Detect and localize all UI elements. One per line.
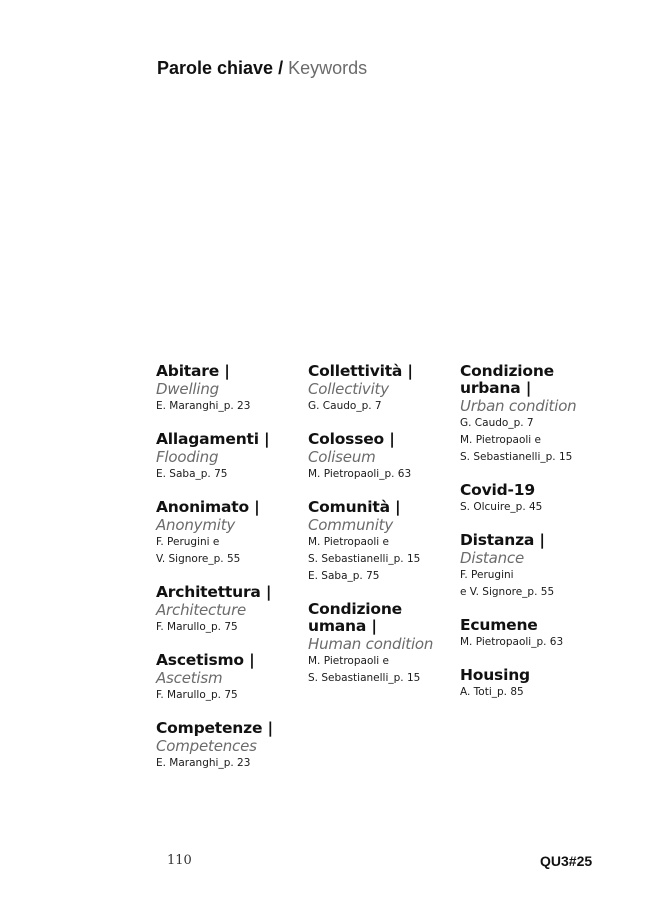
keyword-entry [460, 482, 608, 516]
keyword-entry [460, 667, 608, 701]
keyword-reference: S. Sebastianelli_p. 15 [460, 451, 573, 463]
keyword-reference: V. Signore_p. 55 [156, 553, 241, 565]
keyword-reference: S. Sebastianelli_p. 15 [308, 553, 421, 565]
keyword-reference: E. Saba_p. 75 [156, 468, 228, 480]
keyword-translation: Competences [156, 737, 257, 755]
keyword-reference: M. Pietropaoli e [308, 536, 389, 548]
keyword-reference: M. Pietropaoli_p. 63 [460, 636, 564, 648]
keyword-term: umana | [308, 617, 377, 635]
keyword-reference: F. Perugini e [156, 536, 220, 548]
keyword-reference: E. Maranghi_p. 23 [156, 400, 251, 412]
keyword-entry [156, 720, 304, 772]
keyword-term: Condizione [308, 600, 402, 618]
keyword-entry [460, 532, 608, 601]
page-number: 110 [167, 853, 192, 868]
keyword-entry [460, 363, 608, 466]
page-title [157, 57, 367, 79]
keyword-entry [308, 431, 456, 483]
keyword-entry [156, 584, 304, 636]
keyword-entry [156, 363, 304, 415]
keyword-term: Comunità | [308, 498, 401, 516]
keyword-reference: S. Sebastianelli_p. 15 [308, 672, 421, 684]
keyword-column-3 [460, 363, 608, 717]
keyword-reference: M. Pietropaoli e [308, 655, 389, 667]
keyword-term: Distanza | [460, 531, 545, 549]
keyword-entry [308, 363, 456, 415]
keyword-translation: Human condition [308, 635, 434, 653]
keyword-entry [156, 431, 304, 483]
keyword-entry [156, 652, 304, 704]
keyword-reference: F. Marullo_p. 75 [156, 621, 238, 633]
keyword-entry [460, 617, 608, 651]
keyword-translation: Ascetism [156, 669, 223, 687]
keyword-reference: F. Perugini [460, 569, 514, 581]
keyword-entry [308, 601, 456, 687]
keyword-reference: M. Pietropaoli e [460, 434, 541, 446]
keyword-term: Colosseo | [308, 430, 395, 448]
title-italian: Parole chiave [157, 58, 274, 78]
keyword-column-1 [156, 363, 304, 788]
keyword-translation: Community [308, 516, 394, 534]
keyword-translation: Collectivity [308, 380, 389, 398]
keyword-entry [308, 499, 456, 585]
keyword-term: Condizione [460, 362, 554, 380]
keyword-reference: e V. Signore_p. 55 [460, 586, 555, 598]
keyword-entry [156, 499, 304, 568]
keyword-column-2 [308, 363, 456, 703]
keyword-translation: Urban condition [460, 397, 577, 415]
keyword-reference: E. Maranghi_p. 23 [156, 757, 251, 769]
keyword-term: urbana | [460, 379, 532, 397]
keyword-reference: S. Olcuire_p. 45 [460, 501, 543, 513]
keyword-term: Architettura | [156, 583, 272, 601]
keyword-term: Anonimato | [156, 498, 260, 516]
keyword-term: Ecumene [460, 616, 538, 634]
keyword-term: Covid-19 [460, 481, 535, 499]
keyword-reference: F. Marullo_p. 75 [156, 689, 238, 701]
keyword-translation: Distance [460, 549, 524, 567]
keyword-term: Collettività | [308, 362, 413, 380]
keyword-translation: Coliseum [308, 448, 376, 466]
keyword-translation: Flooding [156, 448, 219, 466]
keyword-term: Allagamenti | [156, 430, 270, 448]
keyword-reference: A. Toti_p. 85 [460, 686, 524, 698]
keyword-term: Competenze | [156, 719, 273, 737]
keyword-reference: G. Caudo_p. 7 [460, 417, 534, 429]
keyword-term: Ascetismo | [156, 651, 255, 669]
keyword-reference: G. Caudo_p. 7 [308, 400, 382, 412]
title-english: Keywords [288, 58, 368, 78]
keyword-translation: Dwelling [156, 380, 219, 398]
keyword-reference: E. Saba_p. 75 [308, 570, 380, 582]
keyword-reference: M. Pietropaoli_p. 63 [308, 468, 412, 480]
title-separator: / [278, 58, 284, 78]
keyword-translation: Anonymity [156, 516, 236, 534]
keyword-term: Abitare | [156, 362, 230, 380]
journal-issue: QU3#25 [540, 853, 593, 869]
keyword-term: Housing [460, 666, 530, 684]
keyword-translation: Architecture [156, 601, 247, 619]
